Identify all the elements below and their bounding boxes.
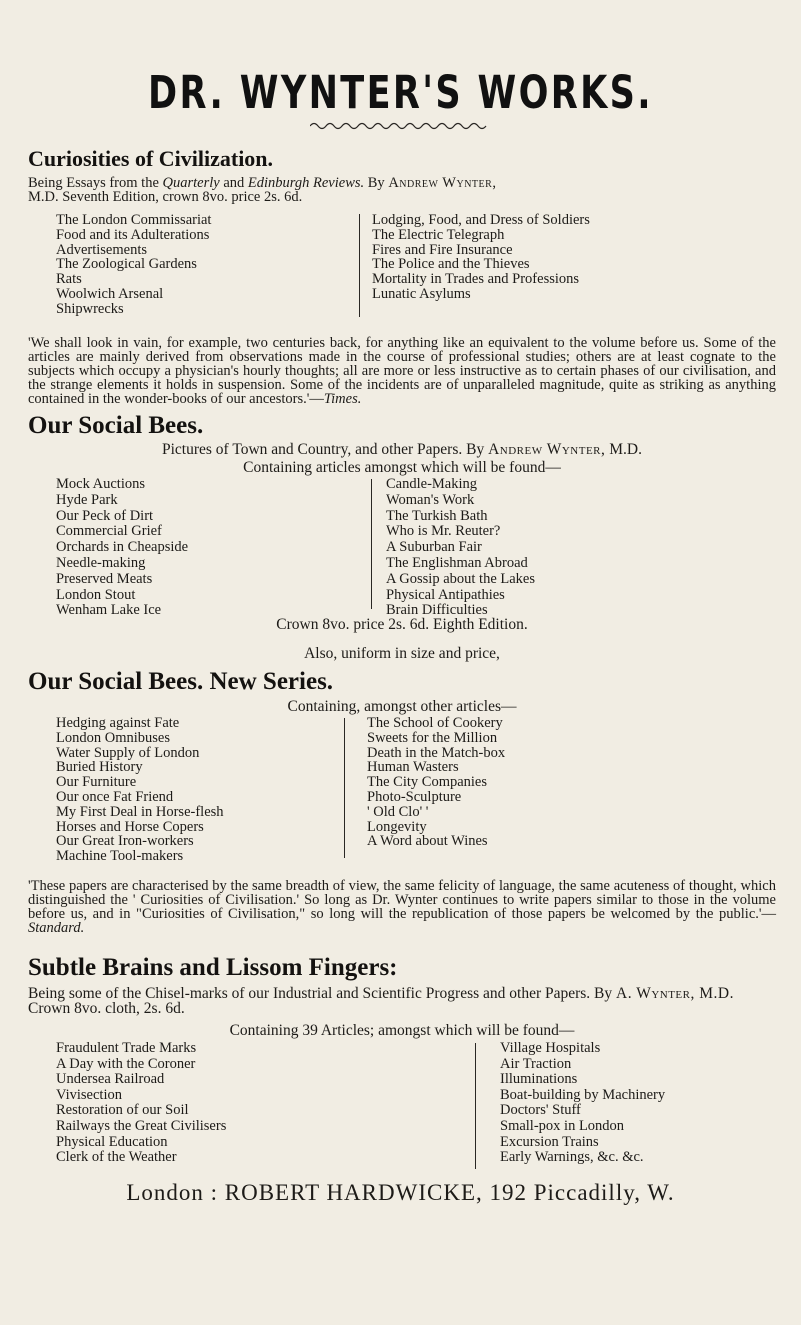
section-heading-social-bees: Our Social Bees. <box>28 412 204 439</box>
article-title: Rats <box>56 271 82 288</box>
article-title: A Day with the Coroner <box>56 1055 196 1072</box>
section-heading-subtle-brains: Subtle Brains and Lissom Fingers: <box>28 954 398 981</box>
book1-contents-left <box>56 213 211 317</box>
article-title: Candle-Making <box>386 476 478 492</box>
column-divider <box>359 214 360 317</box>
article-title: Air Traction <box>500 1055 572 1072</box>
article-title: Fires and Fire Insurance <box>372 241 513 258</box>
article-title: Restoration of our Soil <box>56 1102 189 1119</box>
article-title: Longevity <box>367 818 427 835</box>
article-title: Our Great Iron-workers <box>56 833 194 850</box>
section-heading-social-bees-new-series: Our Social Bees. New Series. <box>28 668 334 695</box>
page-title: DR. WYNTER'S WORKS. <box>148 66 653 119</box>
wavy-rule-ornament <box>310 120 490 132</box>
article-title: The Police and the Thieves <box>372 256 530 273</box>
article-title: Hedging against Fate <box>56 715 180 731</box>
book2-subtitle: Pictures of Town and Country, and other Papers. By Andrew Wynter, M.D. <box>162 441 642 458</box>
article-title: Railways the Great Civilisers <box>56 1117 227 1134</box>
article-title: Wenham Lake Ice <box>56 602 162 619</box>
column-divider <box>475 1043 476 1169</box>
book4-contents-right <box>500 1041 665 1166</box>
book1-contents-right <box>372 213 590 302</box>
article-title: Small-pox in London <box>500 1117 625 1134</box>
article-title: Shipwrecks <box>56 300 124 317</box>
publisher-imprint: London : ROBERT HARDWICKE, 192 Piccadilly, W. <box>126 1180 675 1205</box>
column-divider <box>344 718 345 858</box>
article-title: Our Peck of Dirt <box>56 507 154 524</box>
column-divider <box>371 479 372 609</box>
article-title: Human Wasters <box>367 759 459 776</box>
article-title: Sweets for the Million <box>367 729 498 746</box>
article-title: Who is Mr. Reuter? <box>386 523 501 540</box>
article-title: The City Companies <box>367 774 488 791</box>
book4-contents-left <box>56 1041 226 1166</box>
article-title: The Electric Telegraph <box>372 226 505 243</box>
article-title: Advertisements <box>56 241 148 258</box>
article-title: The School of Cookery <box>367 715 503 731</box>
article-title: The Zoological Gardens <box>56 256 197 273</box>
article-title: London Stout <box>56 586 136 603</box>
article-title: Orchards in Cheapside <box>56 539 189 556</box>
article-title: Commercial Grief <box>56 523 162 540</box>
article-title: Boat-building by Machinery <box>500 1086 666 1103</box>
book1-review-quote: 'We shall look in vain, for example, two centuries back, for anything like an equivalent to the volume before us. Some of the articles are mainly derived from observations made in the course of professional studies; others are at least cognate to the subjects which occupy a physician's hourly thoughts; all are more or less instructive as to certain phases of our civilisation, and the strange elements it holds in suspension. Some of the incidents are of unparalleled magnitude, quite as striking as anything contained in the wonder-books of our ancestors.'—Times. <box>28 334 776 407</box>
article-title: Village Hospitals <box>500 1040 601 1056</box>
book4-containing: Containing 39 Articles; amongst which will be found— <box>229 1022 575 1039</box>
book2-edition: Crown 8vo. price 2s. 6d. Eighth Edition. <box>276 616 528 633</box>
article-title: Hyde Park <box>56 491 118 508</box>
article-title: Woolwich Arsenal <box>56 285 164 302</box>
article-title: Doctors' Stuff <box>500 1102 581 1119</box>
article-title: ' Old Clo' ' <box>367 803 429 820</box>
article-title: Food and its Adulterations <box>56 226 210 243</box>
book3-review-quote: 'These papers are characterised by the same breadth of view, the same felicity of language, the same acuteness of thought, which distinguished the ' Curiosities of Civilisation.' So long as Dr. Wynter continues to write papers similar to those in the volume before us, and in "Curiosities of Civilisation," so long will the republication of those papers be welcomed by the public.'—Standard. <box>28 877 776 936</box>
article-title: My First Deal in Horse-flesh <box>56 803 224 820</box>
article-title: Lodging, Food, and Dress of Soldiers <box>372 212 590 228</box>
article-title: Mock Auctions <box>56 476 146 492</box>
article-title: Illuminations <box>500 1071 578 1088</box>
article-title: Brain Difficulties <box>386 602 488 619</box>
article-title: Our Furniture <box>56 774 137 791</box>
article-title: The London Commissariat <box>56 212 212 228</box>
article-title: Clerk of the Weather <box>56 1149 177 1166</box>
article-title: Physical Antipathies <box>386 586 505 603</box>
book2-contents-left <box>56 477 188 619</box>
article-title: Death in the Match-box <box>367 744 506 761</box>
article-title: The Turkish Bath <box>386 507 488 524</box>
article-title: A Suburban Fair <box>386 539 482 556</box>
article-title: A Word about Wines <box>367 833 488 850</box>
article-title: Fraudulent Trade Marks <box>56 1040 197 1056</box>
article-title: Mortality in Trades and Professions <box>372 271 580 288</box>
article-title: Our once Fat Friend <box>56 788 174 805</box>
article-title: Excursion Trains <box>500 1133 599 1150</box>
book3-contents-right <box>367 716 505 849</box>
article-title: The Englishman Abroad <box>386 554 528 571</box>
article-title: A Gossip about the Lakes <box>386 570 536 587</box>
article-title: Early Warnings, &c. &c. <box>500 1149 644 1166</box>
book2-contents-right <box>386 477 535 619</box>
article-title: Buried History <box>56 759 143 776</box>
article-title: Preserved Meats <box>56 570 153 587</box>
book1-intro: Being Essays from the Quarterly and Edinburgh Reviews. By Andrew Wynter, M.D. Seventh Edition, crown 8vo. price 2s. 6d. <box>28 175 497 205</box>
article-title: London Omnibuses <box>56 729 170 746</box>
article-title: Woman's Work <box>386 491 475 508</box>
book3-containing: Containing, amongst other articles— <box>287 698 517 715</box>
book3-also: Also, uniform in size and price, <box>304 645 500 662</box>
article-title: Vivisection <box>56 1086 122 1103</box>
section-heading-curiosities: Curiosities of Civilization. <box>28 146 274 171</box>
article-title: Horses and Horse Copers <box>56 818 204 835</box>
article-title: Lunatic Asylums <box>372 285 471 302</box>
book2-containing: Containing articles amongst which will be found— <box>243 459 561 476</box>
article-title: Water Supply of London <box>56 744 200 761</box>
article-title: Physical Education <box>56 1133 168 1150</box>
article-title: Undersea Railroad <box>56 1071 165 1088</box>
article-title: Machine Tool-makers <box>56 848 184 865</box>
article-title: Photo-Sculpture <box>367 788 462 805</box>
article-title: Needle-making <box>56 554 146 571</box>
book3-contents-left <box>56 716 224 864</box>
book4-intro: Being some of the Chisel-marks of our Industrial and Scientific Progress and other Papers. By A. Wynter, M.D. Crown 8vo. cloth, 2s. 6d. <box>28 985 734 1017</box>
